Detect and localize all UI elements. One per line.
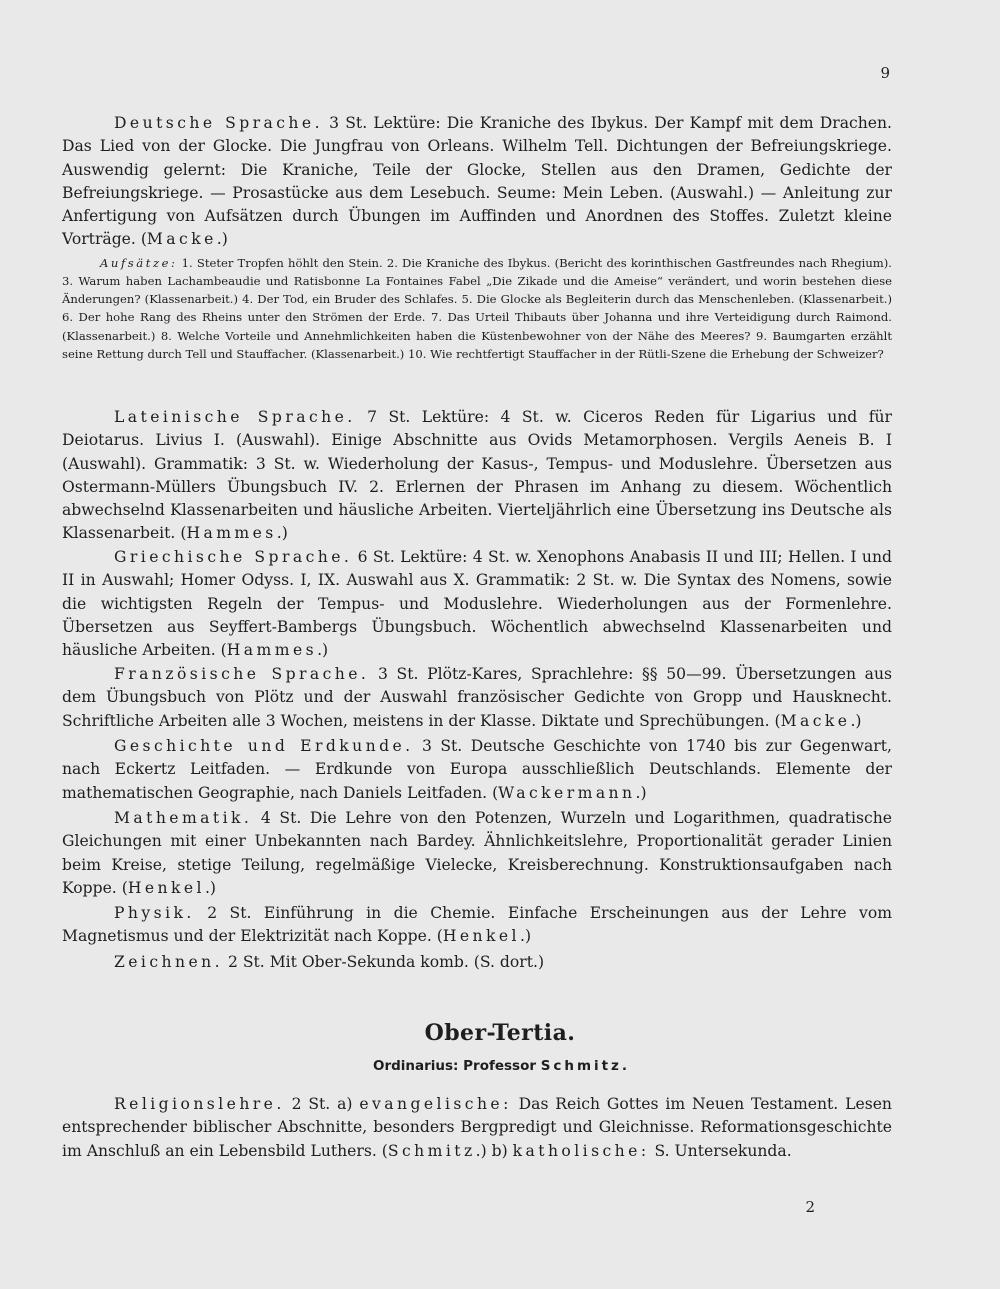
paragraph-text: 3 St. Lektüre: Die Kraniche des Ibykus. Der Kampf mit dem Drachen. Das Lied von der Glocke. Die Jungfrau von Orleans. Wilhelm Tell. Dichtungen der Befreiungskriege. Auswendig gelernt: Die Kraniche, Teile der Glocke, Stellen aus den Dramen, Gedichte der Befreiungskriege. — Prosastücke aus dem Lesebuch. Seume: Mein Leben. (Auswahl.) — Anleitung zur Anfertigung von Aufsätzen durch Übungen im Auffinden und Anordnen des Stoffes. Zuletzt kleine Vorträge. ( <box>62 114 892 249</box>
ordinarius-name: Schmitz <box>540 1058 622 1074</box>
section-lateinische-sprache <box>62 406 892 546</box>
teacher-name: Hammes <box>186 524 277 543</box>
denomination-katholisch: katholische: <box>512 1141 650 1160</box>
section-heading: Ober-Tertia. <box>424 1020 576 1046</box>
paragraph-text: S. Untersekunda. <box>649 1141 792 1160</box>
paragraph-close: .) <box>635 783 647 802</box>
paragraph-text: 6 St. Lektüre: 4 St. w. Xenophons Anabasis II und III; Hellen. I und II in Auswahl; Homer Odyss. I, IX. Auswahl aus X. Grammatik: 2 St. w. Die Syntax des Nomens, sowie die wichtigsten Regeln der Tempus- und Moduslehre. Wiederholungen aus der Formenlehre. Übersetzen aus Seyffert-Bambergs Übungsbuch. Wöchentlich abwechselnd Klassenarbeiten und häusliche Arbeiten. ( <box>62 548 892 660</box>
teacher-name: Hammes <box>226 641 318 660</box>
ordinarius-line <box>0 1058 1000 1074</box>
paragraph-text: Das Reich Gottes im Neuen Testament. Lesen entsprechender biblischer Abschnitte, besonders Bergpredigt und Gleichnisse. Reformationsgeschichte im Anschluß an ein Lebensbild Luthers. ( <box>62 1095 892 1160</box>
teacher-name: Macke <box>780 711 851 730</box>
subject-title: Deutsche Sprache. <box>114 114 323 132</box>
section-franzoesische-sprache <box>62 663 892 733</box>
signature-mark: 2 <box>805 1198 815 1216</box>
page-number: 9 <box>880 64 890 82</box>
subject-title: Lateinische Sprache. <box>114 408 356 426</box>
subject-title: Geschichte und Erdkunde. <box>114 737 414 755</box>
ordinarius-end: . <box>621 1058 628 1074</box>
subject-title: Religionslehre. <box>114 1095 285 1113</box>
subject-title: Griechische Sprache. <box>114 548 353 566</box>
subject-title: Zeichnen. <box>114 953 223 971</box>
aufsaetze-label: Aufsätze: <box>100 255 178 270</box>
section-griechische-sprache <box>62 546 892 662</box>
paragraph-latein <box>62 406 892 546</box>
teacher-name: Henkel <box>127 878 205 897</box>
section-religionslehre <box>62 1093 892 1163</box>
teacher-name: Henkel <box>442 927 520 946</box>
paragraph-griechisch <box>62 546 892 662</box>
paragraph-close: .) <box>216 230 228 249</box>
teacher-name: Schmitz <box>387 1141 476 1160</box>
paragraph-text: .) b) <box>475 1141 513 1160</box>
subject-title: Französische Sprache. <box>114 665 370 683</box>
section-physik <box>62 902 892 949</box>
paragraph-text: 3 St. Plötz-Kares, Sprachlehre: §§ 50—99. Übersetzungen aus dem Übungsbuch von Plötz und der Auswahl französischer Gedichte von Gropp und Hausknecht. Schriftliche Arbeiten alle 3 Wochen, meistens in der Klasse. Diktate und Sprechübungen. ( <box>62 665 893 730</box>
paragraph-text: 4 St. Die Lehre von den Potenzen, Wurzeln und Logarithmen, quadratische Gleichungen mit einer Unbekannten nach Bardey. Ähnlichkeitslehre, Proportionalität gerader Linien beim Kreise, stetige Teilung, regelmäßige Vielecke, Kreisberechnung. Konstruktionsaufgaben nach Koppe. ( <box>62 809 892 897</box>
paragraph-zeichnen <box>62 951 892 974</box>
section-mathematik <box>62 807 892 900</box>
section-geschichte-erdkunde <box>62 735 892 805</box>
subject-title: Physik. <box>114 904 195 922</box>
ordinarius-label: Ordinarius: Professor <box>372 1058 541 1074</box>
section-zeichnen <box>62 951 892 974</box>
subject-title: Mathematik. <box>114 809 253 827</box>
paragraph-deutsch <box>62 112 892 252</box>
paragraph-text: 7 St. Lektüre: 4 St. w. Ciceros Reden für Ligarius und für Deiotarus. Livius I. (Auswahl). Einige Abschnitte aus Ovids Metamorphosen. Vergils Aeneis B. I (Auswahl). Grammatik: 3 St. w. Wiederholung der Kasus-, Tempus- und Moduslehre. Übersetzen aus Ostermann-Müllers Übungsbuch IV. 2. Erlernen der Phrasen im Anhang zu diesem. Wöchentlich abwechselnd Klassenarbeiten und häusliche Arbeiten. Vierteljährlich eine Übersetzung ins Deutsche als Klassenarbeit. ( <box>62 408 892 543</box>
section-deutsche-sprache <box>62 112 892 369</box>
paragraph-text: 3 St. Deutsche Geschichte von 1740 bis zur Gegenwart, nach Eckertz Leitfaden. — Erdkunde von Europa ausschließlich Deutschlands. Elemente der mathematischen Geographie, nach Daniels Leitfaden. ( <box>62 737 892 802</box>
paragraph-close: .) <box>317 641 329 660</box>
paragraph-franzoesisch <box>62 663 892 733</box>
paragraph-close: .) <box>850 711 862 730</box>
paragraph-close: .) <box>204 878 216 897</box>
paragraph-aufsaetze <box>62 254 892 363</box>
paragraph-text: 2 St. Mit Ober-Sekunda komb. (S. dort.) <box>223 953 545 971</box>
aufsaetze-text: 1. Steter Tropfen höhlt den Stein. 2. Die Kraniche des Ibykus. (Bericht des korinthischen Gastfreundes nach Rhegium). 3. Warum haben Lachambeaudie und Ratisbonne La Fontaines Fabel „Die Zikade und die Ameise“ verändert, und worin bestehen diese Änderungen? (Klassenarbeit.) 4. Der Tod, ein Bruder des Schlafes. 5. Die Glocke als Begleiterin durch das Menschenleben. (Klassenarbeit.) 6. Der hohe Rang des Rheins unter den Strömen der Erde. 7. Das Urteil Thibauts über Johanna und ihre Verteidigung durch Raimond. (Klassenarbeit.) 8. Welche Vorteile und Annehmlichkeiten haben die Küstenbewohner von der Nähe des Meeres? 9. Baumgarten erzählt seine Rettung durch Tell und Stauffacher. (Klassenarbeit.) 10. Wie rechtfertigt Stauffacher in der Rütli-Szene die Erhebung der Schweizer? <box>62 255 892 361</box>
paragraph-close: .) <box>276 524 288 543</box>
denomination-evangelisch: evangelische: <box>359 1095 512 1113</box>
paragraph-mathematik <box>62 807 892 900</box>
paragraph-geschichte <box>62 735 892 805</box>
paragraph-text: 2 St. a) <box>284 1095 360 1113</box>
teacher-name: Wackermann <box>498 783 636 802</box>
paragraph-close: .) <box>519 927 532 946</box>
teacher-name: Macke <box>146 230 217 249</box>
paragraph-religion <box>62 1093 892 1163</box>
paragraph-text: 2 St. Einführung in die Chemie. Einfache Erscheinungen aus der Lehre vom Magnetismus und der Elektrizität nach Koppe. ( <box>62 904 892 946</box>
paragraph-physik <box>62 902 892 949</box>
